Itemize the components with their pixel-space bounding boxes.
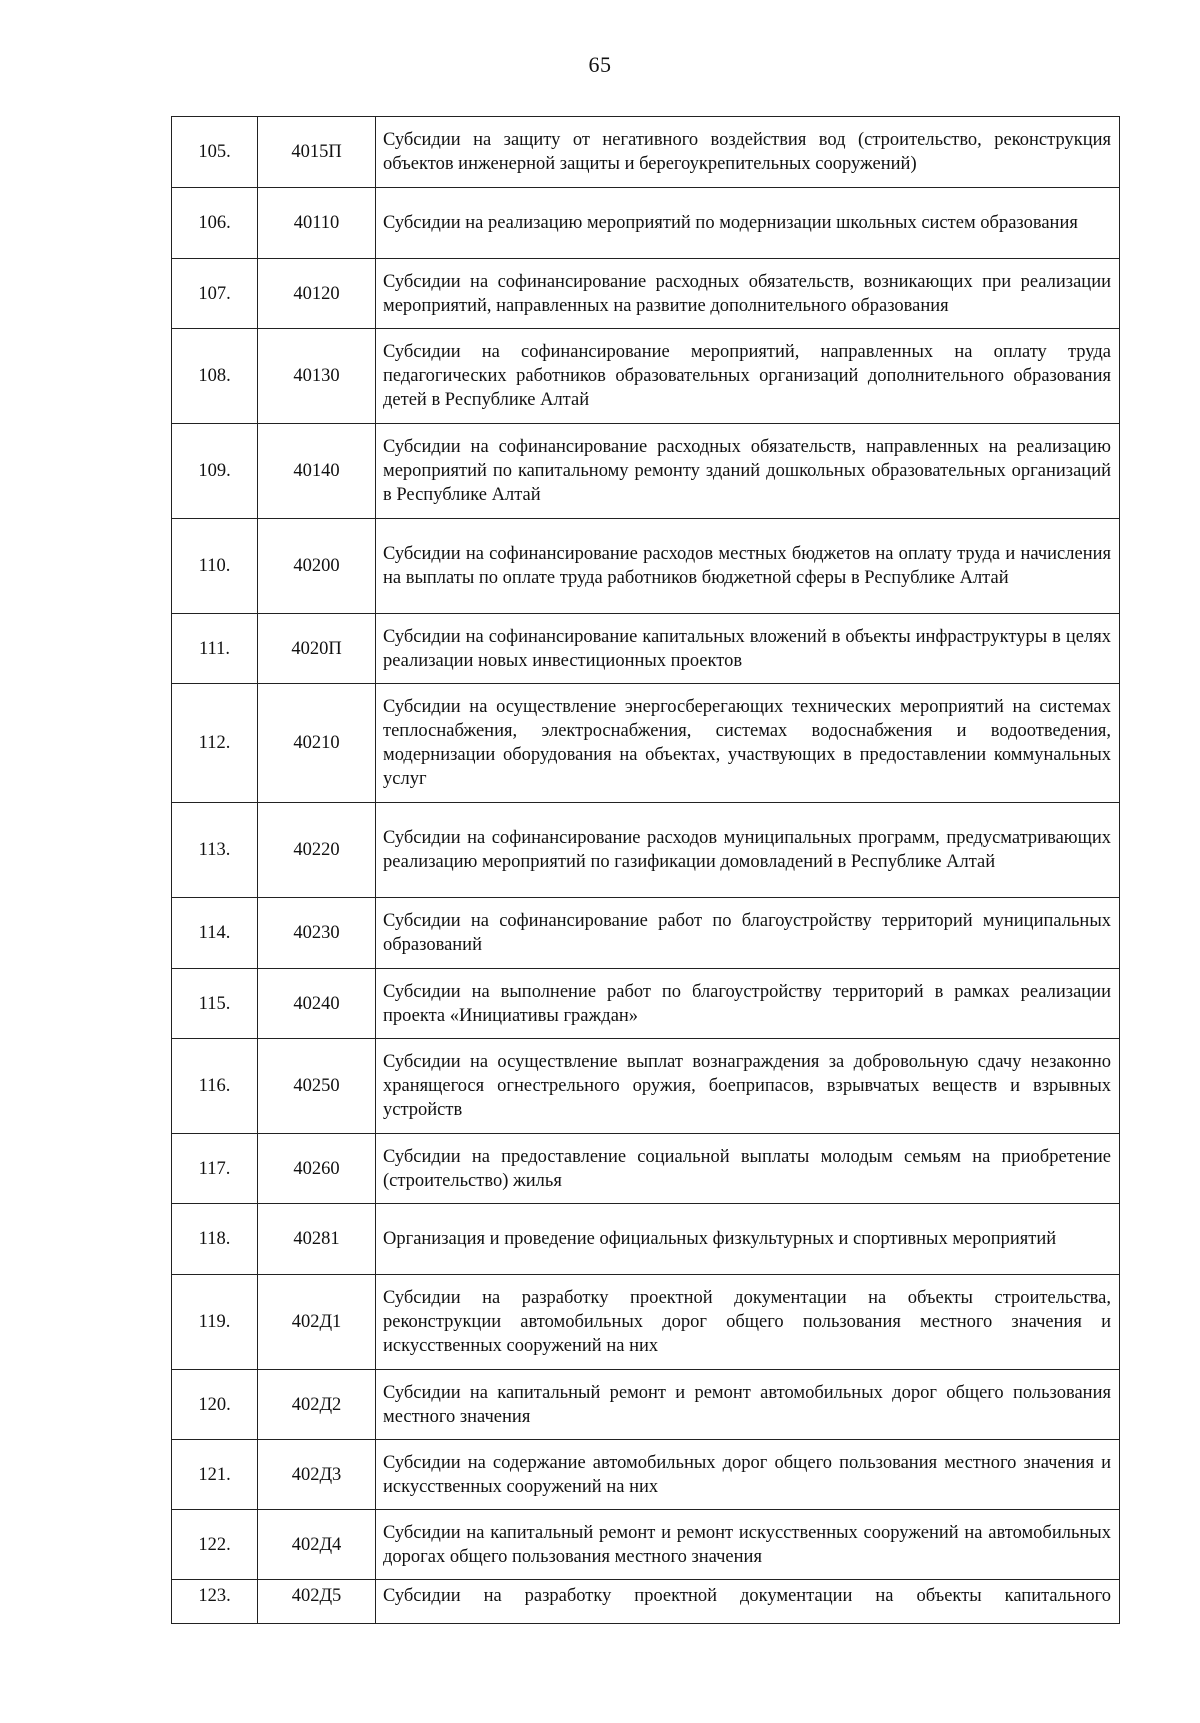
row-number: 108. [172,329,258,424]
table-row [172,329,1120,424]
row-description: Субсидии на предоставление социальной выплаты молодым семьям на приобретение (строительство) жилья [376,1134,1120,1204]
row-description: Субсидии на софинансирование расходных обязательств, направленных на реализацию мероприятий по капитальному ремонту зданий дошкольных образовательных организаций в Республике Алтай [376,424,1120,519]
table-row [172,969,1120,1039]
row-number: 115. [172,969,258,1039]
table-row [172,1204,1120,1275]
table-row [172,424,1120,519]
table-row [172,1039,1120,1134]
row-description: Субсидии на софинансирование мероприятий, направленных на оплату труда педагогических работников образовательных организаций дополнительного образования детей в Республике Алтай [376,329,1120,424]
row-code: 4015П [258,117,376,188]
row-description: Субсидии на софинансирование расходов местных бюджетов на оплату труда и начисления на выплаты по оплате труда работников бюджетной сферы в Республике Алтай [376,519,1120,614]
row-number: 113. [172,803,258,898]
row-code: 40210 [258,684,376,803]
row-code: 402Д1 [258,1275,376,1370]
table-row [172,188,1120,259]
table-row [172,898,1120,969]
row-description: Субсидии на софинансирование расходов муниципальных программ, предусматривающих реализацию мероприятий по газификации домовладений в Республике Алтай [376,803,1120,898]
row-number: 105. [172,117,258,188]
row-code: 40200 [258,519,376,614]
row-code: 40260 [258,1134,376,1204]
row-description: Субсидии на защиту от негативного воздействия вод (строительство, реконструкция объектов инженерной защиты и берегоукрепительных сооружений) [376,117,1120,188]
row-description: Субсидии на софинансирование капитальных вложений в объекты инфраструктуры в целях реализации новых инвестиционных проектов [376,614,1120,684]
row-code: 40120 [258,259,376,329]
table-row [172,1134,1120,1204]
table-row [172,1370,1120,1440]
row-number: 114. [172,898,258,969]
row-number: 109. [172,424,258,519]
row-description: Субсидии на разработку проектной документации на объекты капитального [376,1580,1120,1624]
row-code: 40110 [258,188,376,259]
row-number: 110. [172,519,258,614]
row-code: 402Д3 [258,1440,376,1510]
row-number: 112. [172,684,258,803]
table-row [172,614,1120,684]
row-description: Субсидии на реализацию мероприятий по модернизации школьных систем образования [376,188,1120,259]
table-row [172,519,1120,614]
subsidy-table [171,116,1120,1624]
table-row [172,259,1120,329]
row-description: Субсидии на осуществление выплат вознаграждения за добровольную сдачу незаконно хранящегося огнестрельного оружия, боеприпасов, взрывчатых веществ и взрывных устройств [376,1039,1120,1134]
table-row [172,803,1120,898]
row-description: Субсидии на осуществление энергосберегающих технических мероприятий на системах теплоснабжения, электроснабжения, системах водоснабжения и водоотведения, модернизации оборудования на объектах, участвующих в предоставлении коммунальных услуг [376,684,1120,803]
row-code: 40250 [258,1039,376,1134]
row-description: Субсидии на выполнение работ по благоустройству территорий в рамках реализации проекта «Инициативы граждан» [376,969,1120,1039]
row-number: 111. [172,614,258,684]
row-description: Субсидии на разработку проектной документации на объекты строительства, реконструкции автомобильных дорог общего пользования местного значения и искусственных сооружений на них [376,1275,1120,1370]
row-description: Субсидии на софинансирование расходных обязательств, возникающих при реализации мероприятий, направленных на развитие дополнительного образования [376,259,1120,329]
row-number: 121. [172,1440,258,1510]
row-description: Субсидии на софинансирование работ по благоустройству территорий муниципальных образований [376,898,1120,969]
row-code: 40230 [258,898,376,969]
row-code: 40281 [258,1204,376,1275]
row-code: 40240 [258,969,376,1039]
row-number: 118. [172,1204,258,1275]
row-description: Субсидии на капитальный ремонт и ремонт искусственных сооружений на автомобильных дорогах общего пользования местного значения [376,1510,1120,1580]
row-number: 122. [172,1510,258,1580]
row-code: 40140 [258,424,376,519]
row-code: 4020П [258,614,376,684]
row-number: 119. [172,1275,258,1370]
table-row [172,684,1120,803]
row-number: 120. [172,1370,258,1440]
row-number: 107. [172,259,258,329]
row-number: 123. [172,1580,258,1624]
row-description: Субсидии на содержание автомобильных дорог общего пользования местного значения и искусственных сооружений на них [376,1440,1120,1510]
table-row [172,1440,1120,1510]
table-row [172,117,1120,188]
row-description: Субсидии на капитальный ремонт и ремонт автомобильных дорог общего пользования местного значения [376,1370,1120,1440]
row-code: 402Д2 [258,1370,376,1440]
row-code: 40130 [258,329,376,424]
row-code: 402Д5 [258,1580,376,1624]
row-number: 116. [172,1039,258,1134]
row-code: 402Д4 [258,1510,376,1580]
row-code: 40220 [258,803,376,898]
row-number: 106. [172,188,258,259]
page-number: 65 [588,52,612,77]
row-number: 117. [172,1134,258,1204]
table-row [172,1510,1120,1580]
table-row [172,1275,1120,1370]
row-description: Организация и проведение официальных физкультурных и спортивных мероприятий [376,1204,1120,1275]
table-row [172,1580,1120,1624]
